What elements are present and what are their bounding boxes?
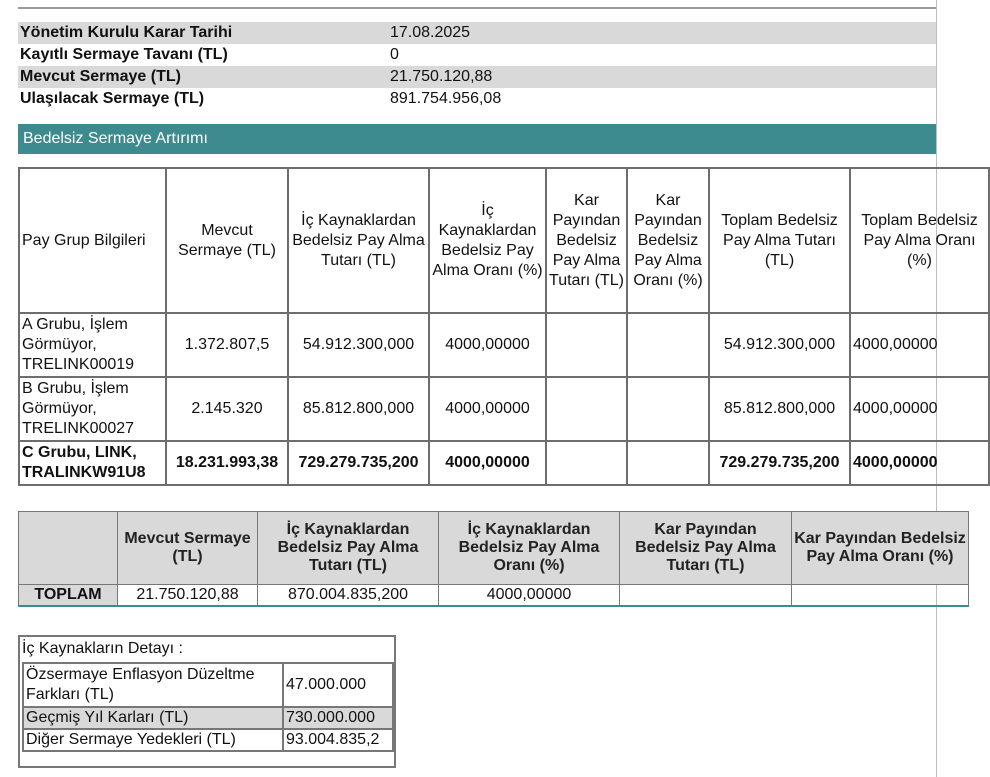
cell-mevcut: 1.372.807,5 bbox=[166, 313, 288, 377]
cell-kar-tutar bbox=[546, 313, 627, 377]
totals-label: TOPLAM bbox=[19, 585, 118, 607]
cell-group: C Grubu, LINK, TRALINKW91U8 bbox=[19, 441, 166, 485]
cell-kar-tutar bbox=[546, 377, 627, 441]
totals-col-header: İç Kaynaklardan Bedelsiz Pay Alma Oranı (%) bbox=[439, 512, 620, 585]
summary-row-ulasilacak-sermaye bbox=[18, 88, 936, 110]
cell-ic-oran: 4000,00000 bbox=[429, 441, 546, 485]
cell-ic-oran: 4000,00000 bbox=[429, 313, 546, 377]
table-header-row bbox=[19, 168, 989, 313]
totals-corner bbox=[19, 512, 118, 585]
table-row bbox=[19, 377, 989, 441]
cell-top-tutar: 729.279.735,200 bbox=[709, 441, 850, 485]
col-header: Pay Grup Bilgileri bbox=[19, 168, 166, 313]
summary-value: 21.750.120,88 bbox=[390, 68, 493, 85]
col-header: Kar Payından Bedelsiz Pay Alma Oranı (%) bbox=[627, 168, 709, 313]
summary-row-mevcut-sermaye bbox=[18, 66, 936, 88]
ic-kaynaklar-detay-box bbox=[18, 635, 396, 768]
detail-value: 730.000.000 bbox=[283, 707, 393, 729]
totals-header-row bbox=[19, 512, 969, 585]
totals-table-wrapper bbox=[18, 511, 966, 609]
col-header: Toplam Bedelsiz Pay Alma Tutarı (TL) bbox=[709, 168, 850, 313]
cell-top-oran: 4000,00000 bbox=[850, 377, 989, 441]
detail-label: Diğer Sermaye Yedekleri (TL) bbox=[23, 729, 283, 751]
cell-top-oran: 4000,00000 bbox=[850, 441, 989, 485]
summary-row-karar-tarihi bbox=[18, 22, 936, 44]
summary-row-sermaye-tavani bbox=[18, 44, 936, 66]
summary-value: 17.08.2025 bbox=[390, 24, 471, 41]
cell-ic-oran: 4000,00000 bbox=[429, 377, 546, 441]
top-divider bbox=[18, 7, 936, 9]
col-header: Kar Payından Bedelsiz Pay Alma Tutarı (TL) bbox=[546, 168, 627, 313]
detail-title: İç Kaynakların Detayı : bbox=[22, 640, 183, 657]
cell-top-tutar: 85.812.800,000 bbox=[709, 377, 850, 441]
cell-kar-oran bbox=[627, 441, 709, 485]
section-title: Bedelsiz Sermaye Artırımı bbox=[23, 130, 208, 147]
cell-kar-tutar bbox=[546, 441, 627, 485]
cell-top-oran: 4000,00000 bbox=[850, 313, 989, 377]
col-header: İç Kaynaklardan Bedelsiz Pay Alma Tutarı (TL) bbox=[288, 168, 429, 313]
totals-col-header: Mevcut Sermaye (TL) bbox=[118, 512, 258, 585]
totals-col-header: Kar Payından Bedelsiz Pay Alma Tutarı (TL) bbox=[620, 512, 792, 585]
totals-kar-oran bbox=[792, 585, 969, 607]
cell-mevcut: 18.231.993,38 bbox=[166, 441, 288, 485]
col-header: İç Kaynaklardan Bedelsiz Pay Alma Oranı (%) bbox=[429, 168, 546, 313]
detail-row bbox=[23, 729, 393, 751]
table-row bbox=[19, 441, 989, 485]
summary-label: Mevcut Sermaye (TL) bbox=[20, 68, 181, 85]
detail-table bbox=[22, 662, 394, 752]
detail-row bbox=[23, 663, 393, 707]
pay-grup-table bbox=[18, 167, 990, 486]
totals-ic-tutar: 870.004.835,200 bbox=[258, 585, 439, 607]
cell-ic-tutar: 85.812.800,000 bbox=[288, 377, 429, 441]
totals-mevcut: 21.750.120,88 bbox=[118, 585, 258, 607]
detail-value: 47.000.000 bbox=[283, 663, 393, 707]
cell-top-tutar: 54.912.300,000 bbox=[709, 313, 850, 377]
totals-col-header: İç Kaynaklardan Bedelsiz Pay Alma Tutarı (TL) bbox=[258, 512, 439, 585]
cell-ic-tutar: 729.279.735,200 bbox=[288, 441, 429, 485]
detail-value: 93.004.835,2 bbox=[283, 729, 393, 751]
summary-value: 891.754.956,08 bbox=[390, 90, 502, 107]
cell-ic-tutar: 54.912.300,000 bbox=[288, 313, 429, 377]
detail-row bbox=[23, 707, 393, 729]
pay-grup-table-wrapper bbox=[18, 167, 978, 492]
cell-mevcut: 2.145.320 bbox=[166, 377, 288, 441]
col-header: Toplam Bedelsiz Pay Alma Oranı (%) bbox=[850, 168, 989, 313]
summary-label: Kayıtlı Sermaye Tavanı (TL) bbox=[20, 46, 228, 63]
section-header bbox=[18, 124, 936, 154]
totals-row bbox=[19, 585, 969, 607]
detail-label: Özsermaye Enflasyon Düzeltme Farkları (TL) bbox=[23, 663, 283, 707]
summary-label: Yönetim Kurulu Karar Tarihi bbox=[20, 24, 233, 41]
cell-group: A Grubu, İşlem Görmüyor, TRELINK00019 bbox=[19, 313, 166, 377]
summary-label: Ulaşılacak Sermaye (TL) bbox=[20, 90, 205, 107]
detail-label: Geçmiş Yıl Karları (TL) bbox=[23, 707, 283, 729]
table-row bbox=[19, 313, 989, 377]
totals-ic-oran: 4000,00000 bbox=[439, 585, 620, 607]
col-header: Mevcut Sermaye (TL) bbox=[166, 168, 288, 313]
cell-group: B Grubu, İşlem Görmüyor, TRELINK00027 bbox=[19, 377, 166, 441]
totals-kar-tutar bbox=[620, 585, 792, 607]
totals-table bbox=[18, 511, 969, 607]
totals-col-header: Kar Payından Bedelsiz Pay Alma Oranı (%) bbox=[792, 512, 969, 585]
summary-value: 0 bbox=[390, 46, 399, 63]
cell-kar-oran bbox=[627, 377, 709, 441]
cell-kar-oran bbox=[627, 313, 709, 377]
